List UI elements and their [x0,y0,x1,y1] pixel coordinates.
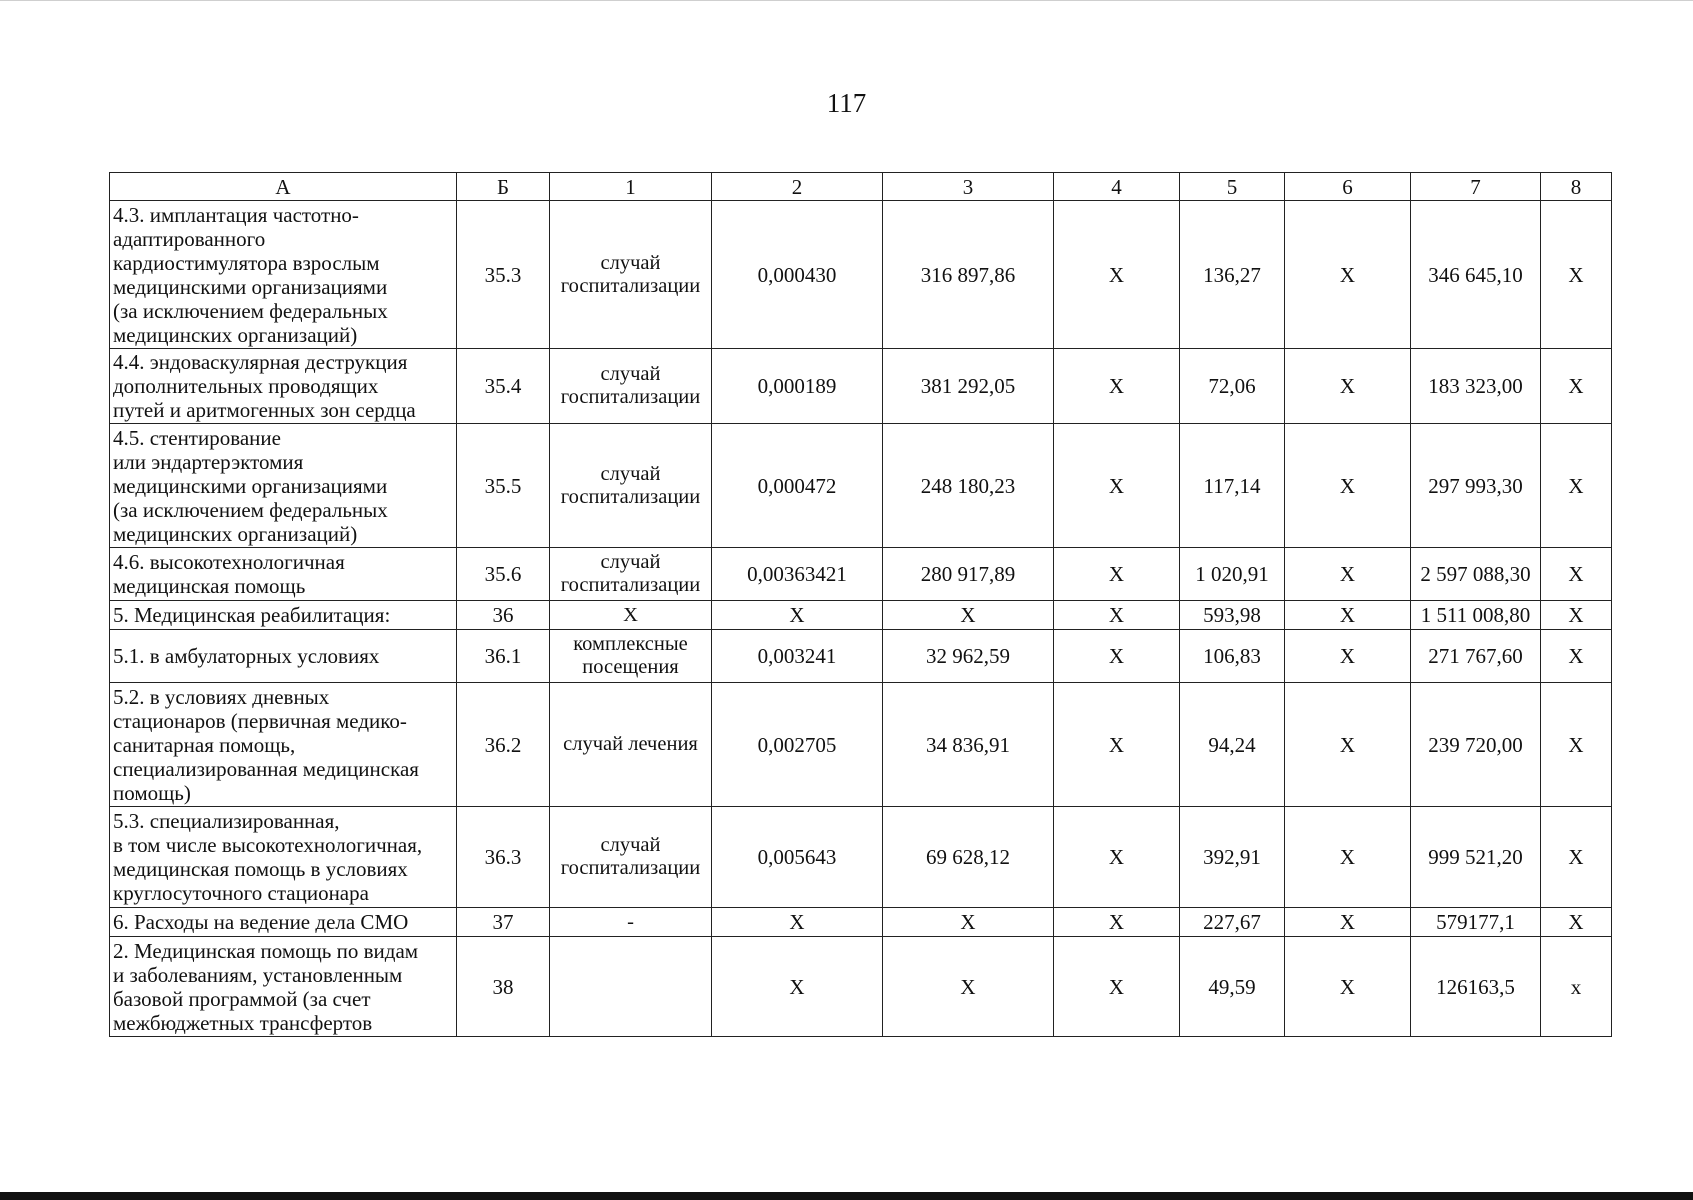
header-cell: 8 [1541,173,1612,201]
scan-bottom-edge [0,1192,1693,1200]
table-cell: случай госпитализации [550,349,712,424]
table-cell: 183 323,00 [1411,349,1541,424]
table-cell: 36.3 [457,807,550,908]
table-row [110,548,1612,601]
table-cell: Х [1054,349,1180,424]
header-cell: 6 [1285,173,1411,201]
table-cell: Х [712,937,883,1037]
row-label-cell: 6. Расходы на ведение дела СМО [110,908,457,937]
table-cell: Х [1285,601,1411,630]
table-row [110,424,1612,548]
header-cell: А [110,173,457,201]
table-cell: 117,14 [1180,424,1285,548]
table-cell: Х [1054,424,1180,548]
table-cell: Х [1285,630,1411,683]
table-cell: 271 767,60 [1411,630,1541,683]
table-cell [550,937,712,1037]
table-cell: Х [1541,548,1612,601]
table-cell: Х [1285,548,1411,601]
table-cell: Х [1054,548,1180,601]
table-cell: 0,000430 [712,201,883,349]
table-cell: случай госпитализации [550,548,712,601]
header-cell: 2 [712,173,883,201]
table-row [110,201,1612,349]
table-cell: 346 645,10 [1411,201,1541,349]
table-row [110,807,1612,908]
table-cell: 38 [457,937,550,1037]
header-cell: 3 [883,173,1054,201]
table-cell: Х [1054,201,1180,349]
table-cell: Х [712,908,883,937]
table-cell: Х [1054,630,1180,683]
table-cell: Х [883,908,1054,937]
table-cell: Х [1054,908,1180,937]
table-cell: 227,67 [1180,908,1285,937]
table-cell: 94,24 [1180,683,1285,807]
table-cell: 35.6 [457,548,550,601]
table-cell: 0,000189 [712,349,883,424]
table-cell: 106,83 [1180,630,1285,683]
data-table [109,172,1612,1037]
table-cell: 136,27 [1180,201,1285,349]
table-cell: случай госпитализации [550,424,712,548]
table-cell: 392,91 [1180,807,1285,908]
table-cell: случай госпитализации [550,201,712,349]
row-label-cell: 5.2. в условиях дневных стационаров (первичная медико- санитарная помощь, специализированная медицинская помощь) [110,683,457,807]
table-cell: 35.5 [457,424,550,548]
table-cell: Х [1285,937,1411,1037]
row-label-cell: 4.4. эндоваскулярная деструкция дополнительных проводящих путей и аритмогенных зон сердца [110,349,457,424]
table-cell: 280 917,89 [883,548,1054,601]
table-cell: Х [1054,807,1180,908]
table-cell: 0,002705 [712,683,883,807]
table-row [110,601,1612,630]
table-cell: Х [1054,601,1180,630]
table-cell: Х [883,601,1054,630]
table-cell: 0,00363421 [712,548,883,601]
header-cell: Б [457,173,550,201]
table-cell: Х [1054,937,1180,1037]
table-cell: 239 720,00 [1411,683,1541,807]
table-cell: - [550,908,712,937]
table-cell: 72,06 [1180,349,1285,424]
table-cell: 36 [457,601,550,630]
table-cell: 0,000472 [712,424,883,548]
table-cell: 69 628,12 [883,807,1054,908]
table-cell: 49,59 [1180,937,1285,1037]
table-cell: комплексные посещения [550,630,712,683]
page-number: 117 [826,88,867,118]
table-cell: 35.3 [457,201,550,349]
row-label-cell: 4.6. высокотехнологичная медицинская помощь [110,548,457,601]
table-cell: Х [1541,807,1612,908]
table-cell: Х [1541,630,1612,683]
table-cell: 0,003241 [712,630,883,683]
table-cell: Х [883,937,1054,1037]
table-cell: 297 993,30 [1411,424,1541,548]
table-cell: Х [1054,683,1180,807]
header-cell: 7 [1411,173,1541,201]
table-cell: Х [1541,349,1612,424]
row-label-cell: 4.3. имплантация частотно- адаптированного кардиостимулятора взрослым медицинскими организациями (за исключением федеральных медицинских организаций) [110,201,457,349]
table-cell: 1 020,91 [1180,548,1285,601]
table-row [110,908,1612,937]
table-cell: Х [1541,201,1612,349]
row-label-cell: 5.1. в амбулаторных условиях [110,630,457,683]
table-cell: 593,98 [1180,601,1285,630]
table-cell: х [1541,937,1612,1037]
table-cell: 34 836,91 [883,683,1054,807]
table-cell: 36.1 [457,630,550,683]
table-body [110,173,1612,1037]
table-cell: 248 180,23 [883,424,1054,548]
header-cell: 4 [1054,173,1180,201]
row-label-cell: 5.3. специализированная, в том числе высокотехнологичная, медицинская помощь в условиях круглосуточного стационара [110,807,457,908]
table-cell: Х [1285,424,1411,548]
row-label-cell: 5. Медицинская реабилитация: [110,601,457,630]
table-cell: 36.2 [457,683,550,807]
table-cell: 316 897,86 [883,201,1054,349]
table-cell: Х [1541,908,1612,937]
table-cell: Х [1285,908,1411,937]
scan-top-edge [0,0,1693,1]
table-row [110,683,1612,807]
table-header-row [110,173,1612,201]
table-cell: Х [1285,201,1411,349]
row-label-cell: 4.5. стентирование или эндартерэктомия медицинскими организациями (за исключением федеральных медицинских организаций) [110,424,457,548]
table-cell: Х [1285,807,1411,908]
table-cell: 126163,5 [1411,937,1541,1037]
header-cell: 5 [1180,173,1285,201]
table-cell: 35.4 [457,349,550,424]
table-cell: 381 292,05 [883,349,1054,424]
table-row [110,937,1612,1037]
table-cell: Х [1541,424,1612,548]
table-cell: Х [1285,683,1411,807]
table-cell: 0,005643 [712,807,883,908]
table-cell: 2 597 088,30 [1411,548,1541,601]
row-label-cell: 2. Медицинская помощь по видам и заболеваниям, установленным базовой программой (за счет межбюджетных трансфертов [110,937,457,1037]
table-cell: случай лечения [550,683,712,807]
table-cell: Х [1541,601,1612,630]
table-cell: случай госпитализации [550,807,712,908]
table-cell: 37 [457,908,550,937]
table-row [110,349,1612,424]
table-cell: Х [1285,349,1411,424]
table-cell: 579177,1 [1411,908,1541,937]
table-cell: Х [1541,683,1612,807]
table-cell: Х [712,601,883,630]
table-cell: 1 511 008,80 [1411,601,1541,630]
table-row [110,630,1612,683]
table-cell: 999 521,20 [1411,807,1541,908]
header-cell: 1 [550,173,712,201]
table-cell: Х [550,601,712,630]
table-cell: 32 962,59 [883,630,1054,683]
